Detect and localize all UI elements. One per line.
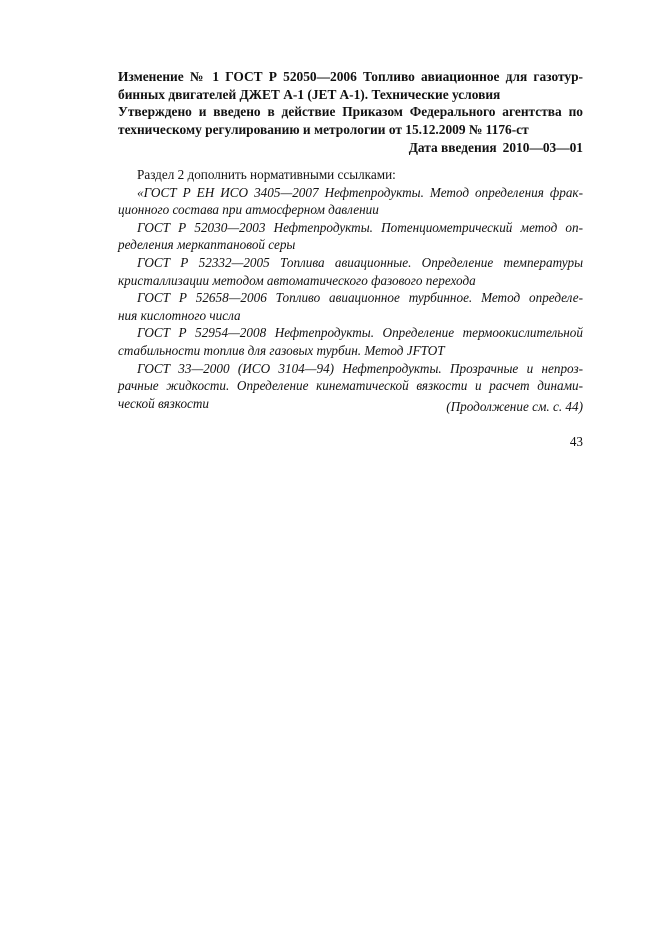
reference-line: ГОСТ Р 52030—2003 Нефтепродукты. Потенциометрический метод оп- (137, 219, 583, 235)
reference-line: ГОСТ Р 52658—2006 Топливо авиационное турбинное. Метод определе- (137, 290, 583, 306)
reference-line: ционного состава при атмосферном давлении (118, 202, 379, 218)
continuation-note: (Продолжение см. с. 44) (446, 399, 583, 414)
reference-line: рачные жидкости. Определение кинематической вязкости и расчет динами- (118, 378, 583, 394)
approval-line: техническому регулированию и метрологии от 15.12.2009 № 1176-ст (118, 122, 529, 137)
reference-item (118, 184, 583, 219)
reference-item (118, 289, 583, 324)
reference-item (118, 219, 583, 254)
introduction-date (409, 139, 583, 157)
introduction-date-value: 2010—03—01 (502, 140, 583, 155)
amendment-body (118, 166, 583, 412)
title-line: бинных двигателей ДЖЕТ А-1 (JET А-1). Технические условия (118, 86, 501, 102)
title-line: Изменение № 1 ГОСТ Р 52050—2006 Топливо авиационное для газотур- (118, 69, 583, 84)
approval-statement (118, 103, 583, 139)
reference-line: стабильности топлив для газовых турбин. Метод JFTOT (118, 342, 445, 358)
reference-line: ГОСТ 33—2000 (ИСО 3104—94) Нефтепродукты. Прозрачные и непроз- (137, 360, 583, 376)
reference-line: кристаллизации методом автоматического фазового перехода (118, 272, 476, 288)
page-number: 43 (569, 434, 583, 449)
introduction-date-label: Дата введения (408, 140, 497, 155)
approval-line: Утверждено и введено в действие Приказом Федерального агентства по (118, 104, 583, 119)
reference-line: ния кислотного числа (118, 307, 241, 323)
reference-line: ГОСТ Р 52332—2005 Топлива авиационные. Определение температуры (137, 254, 583, 270)
reference-line: ческой вязкости (118, 395, 210, 411)
reference-line: ределения меркаптановой серы (118, 237, 296, 253)
reference-line: ГОСТ Р 52954—2008 Нефтепродукты. Определение термоокислительной (137, 325, 583, 341)
section-lead-text: Раздел 2 дополнить нормативными ссылками: (137, 167, 396, 182)
amendment-title (118, 68, 583, 103)
reference-item (118, 254, 583, 289)
reference-line: «ГОСТ Р ЕН ИСО 3405—2007 Нефтепродукты. Метод определения фрак- (137, 184, 583, 200)
reference-item (118, 324, 583, 359)
